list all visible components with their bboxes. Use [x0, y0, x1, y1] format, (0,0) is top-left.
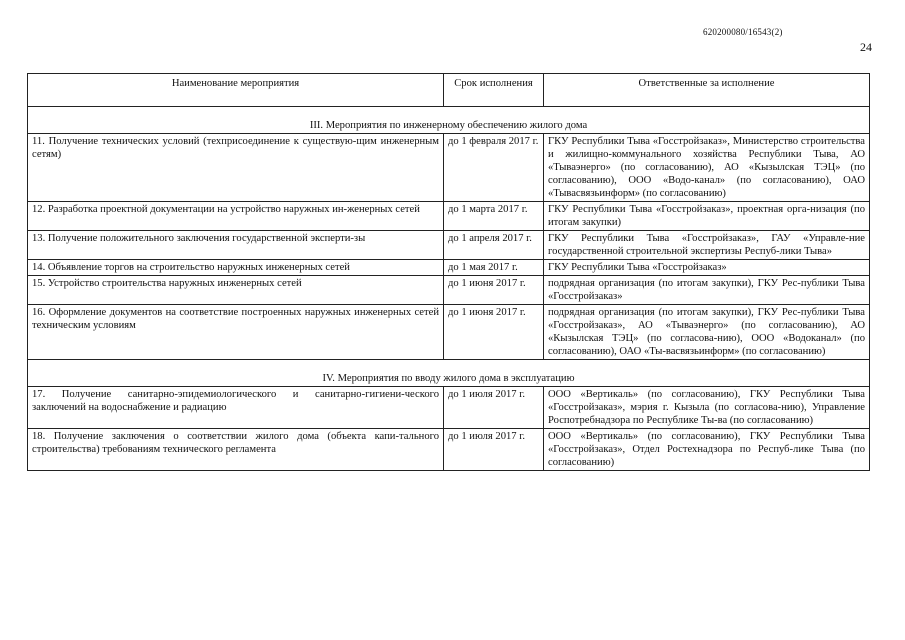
- table-row: [28, 387, 870, 429]
- table-row: [28, 260, 870, 276]
- action-cell: 17. Получение санитарно-эпидемиологического и санитарно-гигиени-ческого заключений на водоснабжение и радиацию: [28, 387, 444, 429]
- action-cell: 15. Устройство строительства наружных инженерных сетей: [28, 276, 444, 305]
- term-cell: до 1 июля 2017 г.: [444, 429, 544, 471]
- responsible-cell: подрядная организация (по итогам закупки), ГКУ Рес-публики Тыва «Госстройзаказ»: [544, 276, 870, 305]
- document-code: 620200080/16543(2): [703, 27, 783, 37]
- column-header-term: Срок исполнения: [444, 74, 544, 107]
- section-spacer: [28, 360, 870, 373]
- action-cell: 14. Объявление торгов на строительство наружных инженерных сетей: [28, 260, 444, 276]
- section-title-row: [28, 119, 870, 134]
- term-cell: до 1 июля 2017 г.: [444, 387, 544, 429]
- action-cell: 18. Получение заключения о соответствии жилого дома (объекта капи-тального строительства) требованиям технического регламента: [28, 429, 444, 471]
- table-header-row: [28, 74, 870, 107]
- page-number: 24: [860, 40, 872, 54]
- events-table: [27, 73, 870, 471]
- term-cell: до 1 апреля 2017 г.: [444, 231, 544, 260]
- column-header-responsible: Ответственные за исполнение: [544, 74, 870, 107]
- section-spacer: [28, 107, 870, 120]
- action-cell: 11. Получение технических условий (техприсоединение к существую-щим инженерным сетям): [28, 134, 444, 202]
- responsible-cell: ГКУ Республики Тыва «Госстройзаказ», Министерство строительства и жилищно-коммунального хозяйства Республики Тыва, АО «Тываэнерго» (по согласованию), АО «Кызылская ТЭЦ» (по согласованию), ООО «Водо-канал» (по согласованию), ОАО «Тывасвязьинформ» (по согласованию): [544, 134, 870, 202]
- term-cell: до 1 мая 2017 г.: [444, 260, 544, 276]
- table-row: [28, 429, 870, 471]
- table-row: [28, 305, 870, 360]
- term-cell: до 1 июня 2017 г.: [444, 276, 544, 305]
- term-cell: до 1 февраля 2017 г.: [444, 134, 544, 202]
- responsible-cell: ООО «Вертикаль» (по согласованию), ГКУ Республики Тыва «Госстройзаказ», мэрия г. Кызыла (по согласова-нию), Управление Роспотребнадзора по Республике Ты-ва (по согласованию): [544, 387, 870, 429]
- term-cell: до 1 марта 2017 г.: [444, 202, 544, 231]
- responsible-cell: ООО «Вертикаль» (по согласованию), ГКУ Республики Тыва «Госстройзаказ», Отдел Ростехнадзора по Респуб-лике Тыва (по согласованию): [544, 429, 870, 471]
- section-title: IV. Мероприятия по вводу жилого дома в эксплуатацию: [28, 372, 870, 387]
- section-title-row: [28, 372, 870, 387]
- column-header-action: Наименование мероприятия: [28, 74, 444, 107]
- section-title: III. Мероприятия по инженерному обеспечению жилого дома: [28, 119, 870, 134]
- table-row: [28, 276, 870, 305]
- table-row: [28, 134, 870, 202]
- action-cell: 12. Разработка проектной документации на устройство наружных ин-женерных сетей: [28, 202, 444, 231]
- responsible-cell: ГКУ Республики Тыва «Госстройзаказ»: [544, 260, 870, 276]
- action-cell: 13. Получение положительного заключения государственной эксперти-зы: [28, 231, 444, 260]
- term-cell: до 1 июня 2017 г.: [444, 305, 544, 360]
- table-row: [28, 231, 870, 260]
- responsible-cell: ГКУ Республики Тыва «Госстройзаказ», ГАУ «Управле-ние государственной строительной экспертизы Респуб-лики Тыва»: [544, 231, 870, 260]
- action-cell: 16. Оформление документов на соответствие построенных наружных инженерных сетей техническим условиям: [28, 305, 444, 360]
- responsible-cell: подрядная организация (по итогам закупки), ГКУ Рес-публики Тыва «Госстройзаказ», АО «Тываэнерго» (по согласованию), АО «Кызылская ТЭЦ» (по согласова-нию), ООО «Водоканал» (по согласованию), ОАО «Ты-васвязьинформ» (по согласованию): [544, 305, 870, 360]
- responsible-cell: ГКУ Республики Тыва «Госстройзаказ», проектная орга-низация (по итогам закупки): [544, 202, 870, 231]
- table-row: [28, 202, 870, 231]
